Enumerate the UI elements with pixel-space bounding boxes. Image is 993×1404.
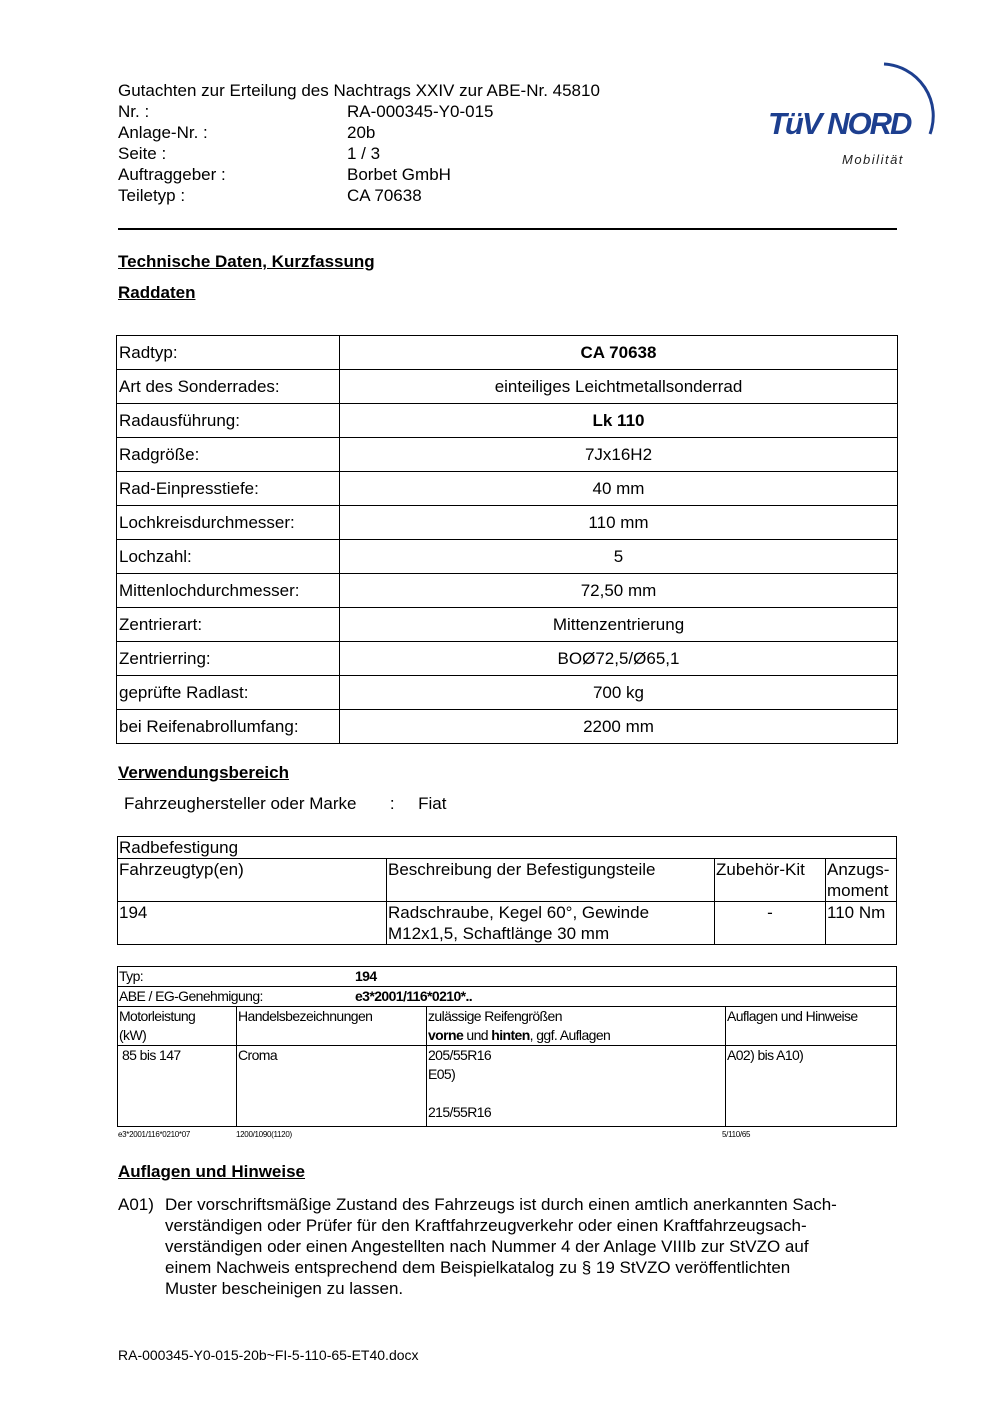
raddaten-key: Zentrierring:	[117, 642, 340, 676]
raddaten-row	[117, 506, 898, 540]
raddaten-row	[117, 438, 898, 472]
raddaten-key: bei Reifenabrollumfang:	[117, 710, 340, 744]
header-line: zulässige Reifengrößen	[428, 1008, 562, 1024]
auflage-line: einem Nachweis entsprechend dem Beispielkatalog zu § 19 StVZO veröffentlichten	[165, 1258, 791, 1277]
raddaten-key: Radtyp:	[117, 336, 340, 370]
abe-row	[118, 987, 897, 1007]
radbefestigung-table	[117, 836, 897, 945]
header-reifengroessen	[427, 1007, 726, 1046]
cell-reifen	[427, 1046, 726, 1127]
header-line: Motorleistung	[119, 1008, 196, 1024]
raddaten-row	[117, 676, 898, 710]
cell-kit: -	[715, 902, 826, 945]
header-value: 20b	[347, 123, 376, 142]
header-value: RA-000345-Y0-015	[347, 102, 494, 121]
auflage-line: verständigen oder Prüfer für den Kraftfahrzeugverkehr oder einen Kraftfahrzeugsach-	[165, 1216, 807, 1235]
raddaten-row	[117, 574, 898, 608]
raddaten-value: 7Jx16H2	[340, 438, 898, 472]
cell-line: 205/55R16	[428, 1047, 492, 1063]
abe-label: ABE / EG-Genehmigung:	[119, 988, 263, 1004]
document-header	[118, 80, 600, 206]
raddaten-row	[117, 370, 898, 404]
radbefestigung-title: Radbefestigung	[118, 837, 897, 859]
footnote-weights: 1200/1090(1120)	[236, 1130, 292, 1139]
cell-beschreibung	[387, 902, 715, 945]
raddaten-key: Mittenlochdurchmesser:	[117, 574, 340, 608]
raddaten-row	[117, 540, 898, 574]
header-key: Teiletyp :	[118, 186, 186, 205]
header-key: Nr. :	[118, 102, 150, 121]
header-value: CA 70638	[347, 186, 422, 205]
header-value: Borbet GmbH	[347, 165, 451, 184]
auflage-line: Der vorschriftsmäßige Zustand des Fahrzeugs ist durch einen amtlich anerkannten Sach-	[165, 1195, 837, 1214]
header-line	[428, 1026, 724, 1045]
raddaten-key: Lochkreisdurchmesser:	[117, 506, 340, 540]
cell-line: M12x1,5, Schaftlänge 30 mm	[388, 924, 610, 943]
footer-filename: RA-000345-Y0-015-20b~FI-5-110-65-ET40.docx	[118, 1347, 419, 1363]
raddaten-row	[117, 472, 898, 506]
document-title: Gutachten zur Erteilung des Nachtrags XXIV zur ABE-Nr. 45810	[118, 81, 600, 100]
header-und: und	[463, 1027, 492, 1043]
header-auflagen: Auflagen und Hinweise	[726, 1007, 897, 1046]
header-handelsbezeichnungen: Handelsbezeichnungen	[237, 1007, 427, 1046]
cell-line: Radschraube, Kegel 60°, Gewinde	[388, 903, 650, 922]
auflage-key: A01)	[118, 1195, 154, 1214]
cell-motor: 85 bis 147	[118, 1046, 237, 1127]
header-row-nr	[118, 101, 600, 122]
cell-auflagen: A02) bis A10)	[726, 1046, 897, 1127]
typ-table	[117, 966, 897, 1127]
header-motorleistung	[118, 1007, 237, 1046]
raddaten-value: BOØ72,5/Ø65,1	[340, 642, 898, 676]
raddaten-row	[117, 710, 898, 744]
raddaten-value: 700 kg	[340, 676, 898, 710]
usage-line	[124, 794, 446, 814]
auflage-text	[165, 1194, 898, 1299]
section-raddaten: Raddaten	[118, 283, 196, 302]
raddaten-key: Zentrierart:	[117, 608, 340, 642]
logo-subtitle: Mobilität	[842, 152, 904, 167]
header-rest: , ggf. Auflagen	[529, 1027, 611, 1043]
raddaten-key: geprüfte Radlast:	[117, 676, 340, 710]
abe-value: e3*2001/116*0210*..	[355, 988, 473, 1004]
header-key: Auftraggeber :	[118, 165, 226, 184]
raddaten-row	[117, 336, 898, 370]
cell-line	[428, 1084, 724, 1103]
header-hinten: hinten	[491, 1027, 530, 1043]
raddaten-key: Art des Sonderrades:	[117, 370, 340, 404]
header-key: Seite :	[118, 144, 167, 163]
footnote-abe: e3*2001/116*0210*07	[118, 1130, 191, 1139]
section-auflagen: Auflagen und Hinweise	[118, 1162, 306, 1181]
cell-line: E05)	[428, 1066, 456, 1082]
raddaten-value: 2200 mm	[340, 710, 898, 744]
header-zubehoer-kit: Zubehör-Kit	[715, 859, 826, 902]
raddaten-value: 5	[340, 540, 898, 574]
raddaten-value: Mittenzentrierung	[340, 608, 898, 642]
section-technische-daten: Technische Daten, Kurzfassung	[118, 252, 375, 271]
auflage-line: verständigen oder einen Angestellten nach Nummer 4 der Anlage VIIIb zur StVZO auf	[165, 1237, 809, 1256]
auflage-a01	[118, 1194, 898, 1299]
raddaten-value: einteiliges Leichtmetallsonderrad	[340, 370, 898, 404]
header-key: Anlage-Nr. :	[118, 123, 208, 142]
tuv-nord-logo	[764, 58, 944, 170]
header-row-seite	[118, 143, 600, 164]
header-divider	[118, 228, 897, 230]
cell-handel: Croma	[237, 1046, 427, 1127]
cell-line: 215/55R16	[428, 1104, 492, 1120]
raddaten-key: Lochzahl:	[117, 540, 340, 574]
footnote-bolt: 5/110/65	[722, 1130, 751, 1139]
header-beschreibung: Beschreibung der Befestigungsteile	[387, 859, 715, 902]
section-verwendungsbereich: Verwendungsbereich	[118, 763, 289, 782]
header-line: Anzugs-	[827, 860, 890, 879]
raddaten-row	[117, 608, 898, 642]
raddaten-key: Rad-Einpresstiefe:	[117, 472, 340, 506]
header-line: moment	[827, 881, 889, 900]
header-vorne: vorne	[428, 1027, 464, 1043]
raddaten-value: 110 mm	[340, 506, 898, 540]
usage-separator: :	[389, 794, 395, 813]
raddaten-key: Radgröße:	[117, 438, 340, 472]
raddaten-value: 40 mm	[340, 472, 898, 506]
logo-text: TüV NORD	[768, 106, 911, 141]
cell-moment: 110 Nm	[826, 902, 897, 945]
typ-row	[118, 967, 897, 987]
auflage-line: Muster bescheinigen zu lassen.	[165, 1279, 404, 1298]
raddaten-row	[117, 404, 898, 438]
cell-typ: 194	[118, 902, 387, 945]
header-fahrzeugtyp: Fahrzeugtyp(en)	[118, 859, 387, 902]
header-row-anlage	[118, 122, 600, 143]
typ-label: Typ:	[119, 968, 144, 984]
header-anzugsmoment	[826, 859, 897, 902]
header-value: 1 / 3	[347, 144, 381, 163]
raddaten-value: CA 70638	[340, 336, 898, 370]
header-row-auftraggeber	[118, 164, 600, 185]
typ-value: 194	[355, 968, 377, 984]
raddaten-table	[116, 335, 898, 744]
raddaten-key: Radausführung:	[117, 404, 340, 438]
header-line: (kW)	[119, 1027, 147, 1043]
raddaten-value: 72,50 mm	[340, 574, 898, 608]
raddaten-value: Lk 110	[340, 404, 898, 438]
raddaten-row	[117, 642, 898, 676]
usage-label: Fahrzeughersteller oder Marke	[124, 794, 357, 813]
usage-value: Fiat	[418, 794, 447, 813]
header-row-teiletyp	[118, 185, 600, 206]
